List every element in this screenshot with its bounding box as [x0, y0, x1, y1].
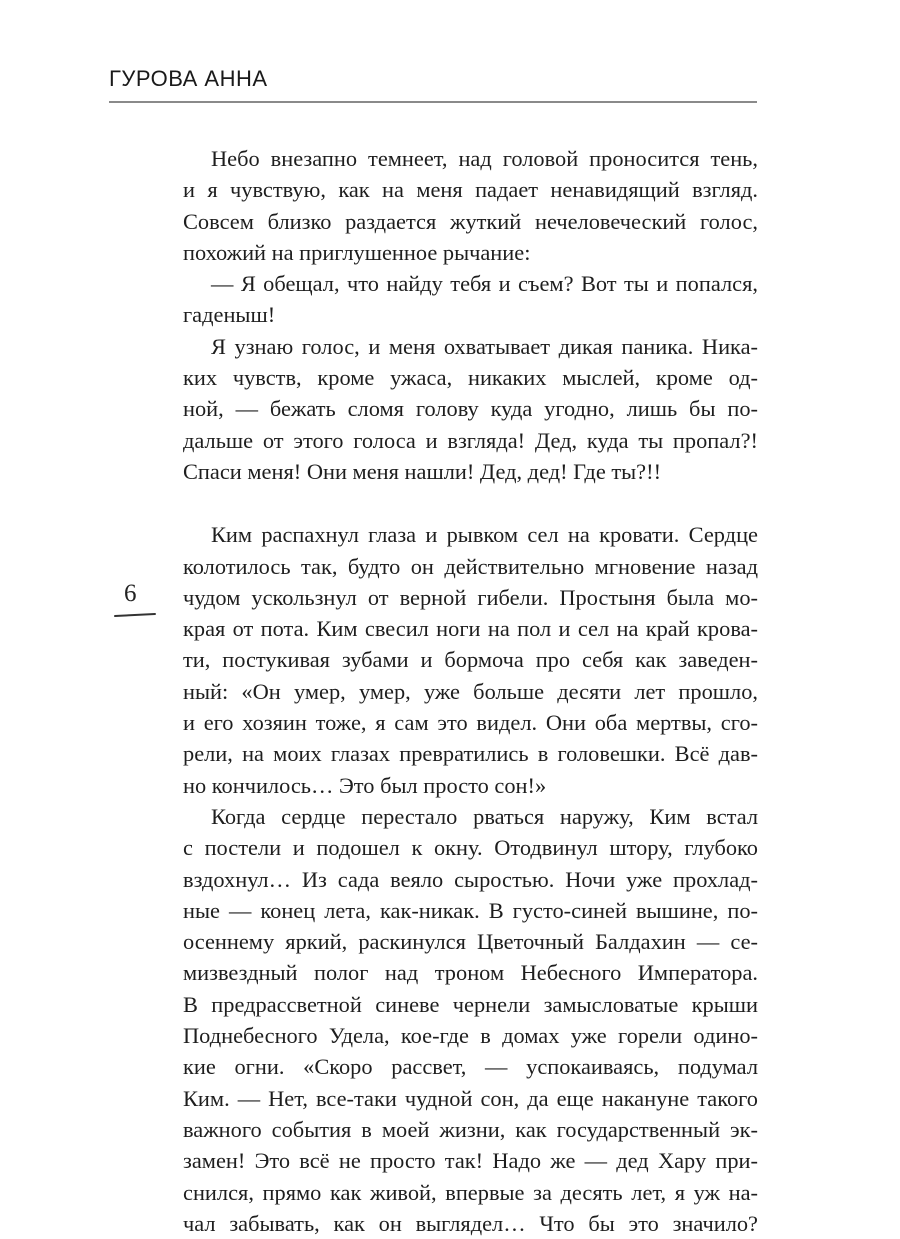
- text-line: и его хозяин тоже, я сам это видел. Они оба мертвы, сго-: [183, 710, 758, 736]
- text-line: ких чувств, кроме ужаса, никаких мыслей, кроме од-: [183, 365, 758, 391]
- body-text: [183, 143, 758, 1239]
- text-line: Небо внезапно темнеет, над головой проносится тень,: [211, 146, 758, 171]
- text-line: Я узнаю голос, и меня охватывает дикая паника. Ника-: [211, 333, 758, 359]
- paragraph: [183, 801, 758, 1239]
- text-line: осеннему яркий, раскинулся Цветочный Балдахин — се-: [183, 929, 758, 955]
- text-line: кие огни. «Скоро рассвет, — успокаиваясь, подумал: [183, 1054, 758, 1080]
- text-line: мизвездный полог над троном Небесного Императора.: [183, 960, 758, 986]
- running-head-author: ГУРОВА АННА: [109, 66, 268, 91]
- text-line: похожий на приглушенное рычание:: [183, 239, 531, 265]
- text-line: и я чувствую, как на меня падает ненавидящий взгляд.: [183, 177, 758, 203]
- header-rule: [109, 101, 757, 103]
- text-line: с постели и подошел к окну. Отодвинул штору, глубоко: [183, 835, 758, 861]
- text-line: ные — конец лета, как-никак. В густо-синей вышине, по-: [183, 897, 758, 923]
- text-line: края от пота. Ким свесил ноги на пол и сел на край крова-: [183, 616, 758, 642]
- text-line: ной, — бежать сломя голову куда угодно, лишь бы по-: [183, 396, 758, 422]
- text-line: Ким распахнул глаза и рывком сел на кровати. Сердце: [211, 522, 758, 548]
- text-line: дальше от этого голоса и взгляда! Дед, куда ты пропал?!: [183, 427, 758, 453]
- text-line: рели, на моих глазах превратились в головешки. Всё дав-: [183, 741, 758, 767]
- text-line: В предрассветной синеве чернели замысловатые крыши: [183, 991, 758, 1017]
- paragraph: [183, 268, 758, 331]
- text-line: гаденыш!: [183, 302, 276, 328]
- text-line: замен! Это всё не просто так! Надо же — дед Хару при-: [183, 1148, 758, 1174]
- section-break: [183, 487, 758, 519]
- paragraph: [183, 143, 758, 268]
- text-line: важного события в моей жизни, как государственный эк-: [183, 1116, 758, 1142]
- text-line: Поднебесного Удела, кое-где в домах уже горели одино-: [183, 1023, 758, 1049]
- page-number: 6: [124, 580, 137, 607]
- text-line: но кончилось… Это был просто сон!»: [183, 772, 547, 798]
- text-line: — Я обещал, что найду тебя и съем? Вот ты и попался,: [211, 271, 758, 297]
- paragraph: [183, 331, 758, 487]
- text-line: вздохнул… Из сада веяло сыростью. Ночи уже прохлад-: [183, 866, 758, 892]
- page-number-underline: [114, 613, 156, 617]
- text-line: Совсем близко раздается жуткий нечеловеческий голос,: [183, 208, 758, 234]
- text-line: ный: «Он умер, умер, уже больше десяти лет прошло,: [183, 678, 758, 704]
- text-line: снился, прямо как живой, впервые за десять лет, я уж на-: [183, 1179, 758, 1205]
- text-line: чудом ускользнул от верной гибели. Простыня была мо-: [183, 584, 758, 610]
- text-line: ти, постукивая зубами и бормоча про себя как заведен-: [183, 647, 758, 673]
- text-line: Ким. — Нет, все-таки чудной сон, да еще накануне такого: [183, 1085, 758, 1111]
- text-line: Спаси меня! Они меня нашли! Дед, дед! Где ты?!!: [183, 458, 662, 484]
- text-line: колотилось так, будто он действительно мгновение назад: [183, 553, 758, 579]
- text-line: Когда сердце перестало рваться наружу, Ким встал: [211, 803, 758, 829]
- paragraph: [183, 519, 758, 801]
- text-line: чал забывать, как он выглядел… Что бы это значило?: [183, 1210, 758, 1236]
